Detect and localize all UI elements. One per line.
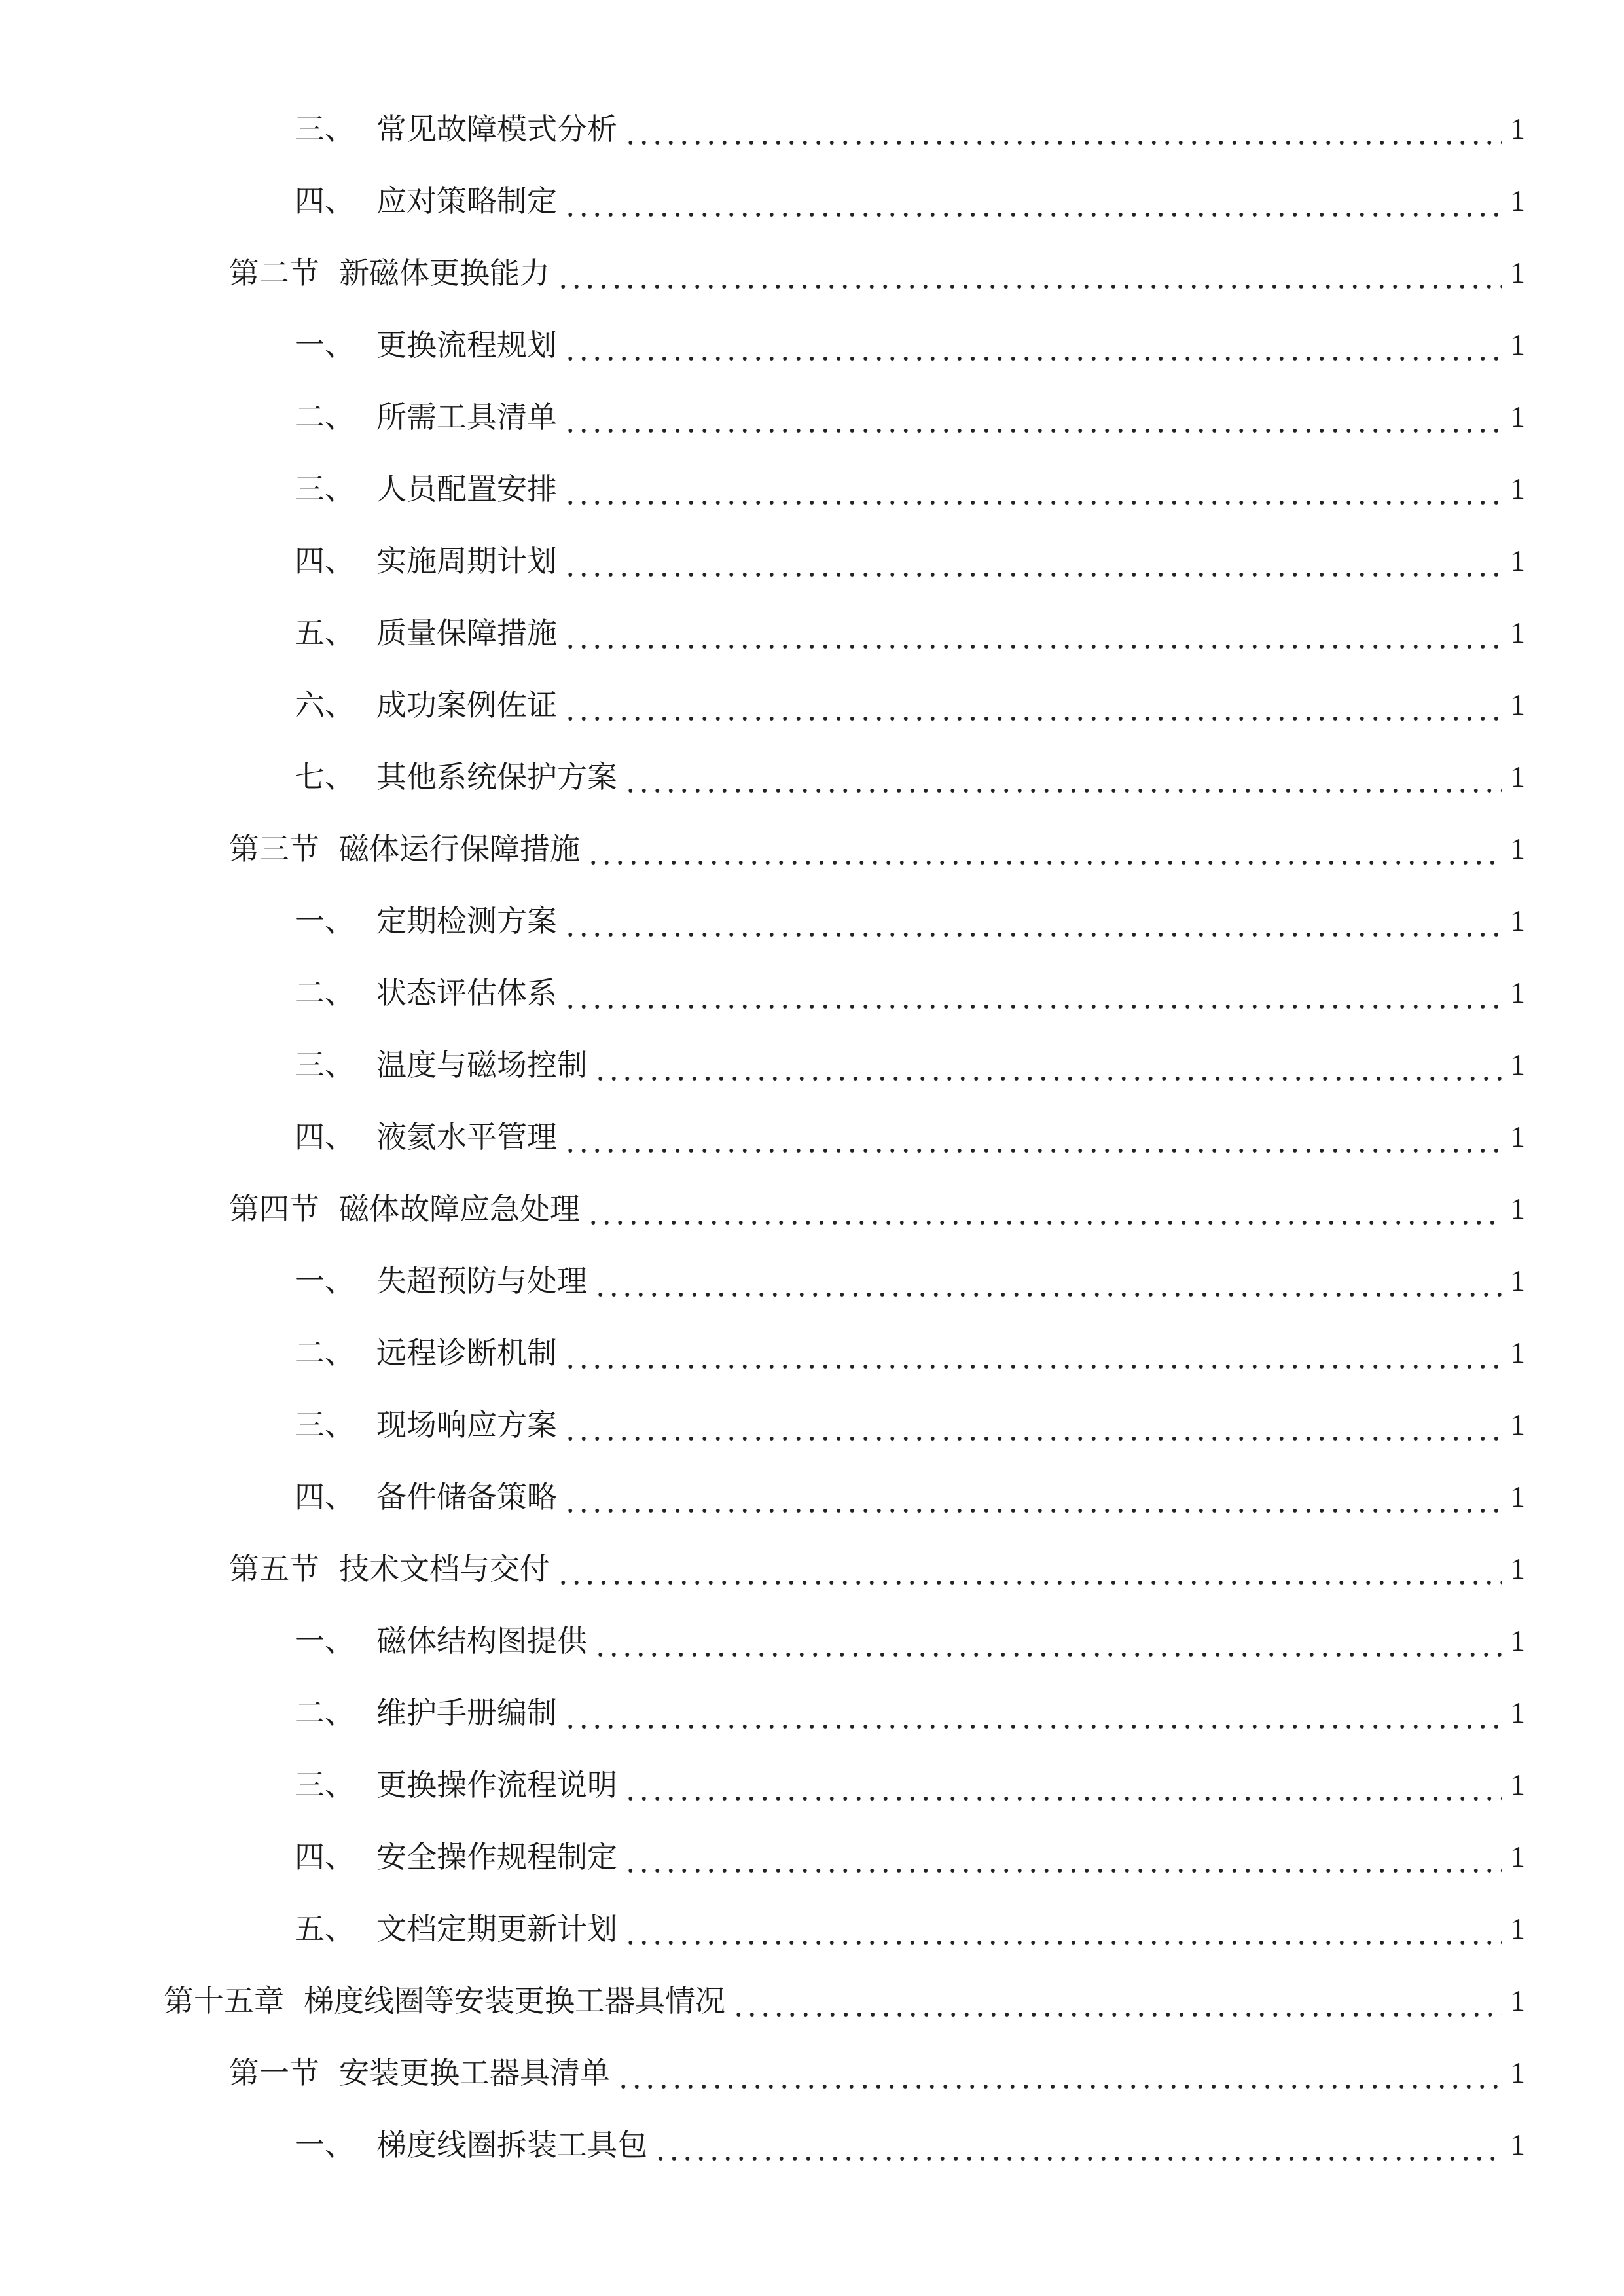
toc-entry-number: 七、	[295, 759, 355, 795]
toc-entry[interactable]	[0, 1605, 1624, 1677]
toc-entry[interactable]	[0, 1317, 1624, 1389]
dot-leader	[564, 548, 1502, 579]
dot-leader	[564, 1700, 1502, 1731]
toc-entry-title: 温度与磁场控制	[376, 1047, 587, 1083]
dot-leader	[624, 1772, 1502, 1803]
toc-entry-number: 一、	[295, 903, 355, 939]
toc-entry-title: 液氦水平管理	[376, 1119, 557, 1155]
toc-entry-number: 二、	[295, 399, 355, 435]
toc-entry[interactable]	[0, 669, 1624, 741]
toc-entry-title: 质量保障措施	[376, 615, 557, 651]
dot-leader	[564, 1484, 1502, 1515]
toc-entry-title: 成功案例佐证	[376, 687, 557, 723]
toc-entry-number: 一、	[295, 2127, 355, 2162]
toc-entry[interactable]	[0, 1029, 1624, 1101]
dot-leader	[564, 188, 1502, 219]
toc-entry-page: 1	[1510, 400, 1525, 433]
dot-leader	[564, 620, 1502, 651]
toc-entry-page: 1	[1510, 1336, 1525, 1369]
toc-entry-page: 1	[1510, 1768, 1525, 1801]
dot-leader	[654, 2132, 1502, 2162]
toc-entry-page: 1	[1510, 184, 1525, 217]
toc-entry-section[interactable]	[0, 1173, 1624, 1245]
toc-entry-number: 五、	[295, 615, 355, 651]
toc-entry[interactable]	[0, 1245, 1624, 1317]
dot-leader	[564, 908, 1502, 939]
toc-entry-title: 磁体结构图提供	[376, 1623, 587, 1659]
toc-entry-page: 1	[1510, 1264, 1525, 1297]
dot-leader	[564, 476, 1502, 507]
toc-entry[interactable]	[0, 1677, 1624, 1749]
toc-entry-number: 四、	[295, 1119, 355, 1155]
toc-entry-section[interactable]	[0, 237, 1624, 309]
toc-entry-page: 1	[1510, 544, 1525, 577]
dot-leader	[624, 117, 1502, 147]
toc-entry-page: 1	[1510, 472, 1525, 505]
toc-entry-title: 新磁体更换能力	[339, 255, 550, 291]
toc-entry-title: 磁体故障应急处理	[339, 1191, 580, 1227]
toc-entry-number: 四、	[295, 543, 355, 579]
toc-entry[interactable]	[0, 2109, 1624, 2181]
dot-leader	[564, 332, 1502, 363]
toc-entry-page: 1	[1510, 904, 1525, 937]
toc-entry[interactable]	[0, 1101, 1624, 1173]
toc-entry-section[interactable]	[0, 1533, 1624, 1605]
toc-entry-page: 1	[1510, 2128, 1525, 2161]
dot-leader	[624, 1844, 1502, 1874]
toc-entry-page: 1	[1510, 256, 1525, 289]
toc-entry-title: 应对策略制定	[376, 183, 557, 219]
toc-entry-number: 二、	[295, 1695, 355, 1731]
toc-entry[interactable]	[0, 597, 1624, 669]
toc-entry-page: 1	[1510, 1912, 1525, 1945]
toc-entry-number: 二、	[295, 1335, 355, 1371]
toc-entry[interactable]	[0, 453, 1624, 525]
dot-leader	[564, 404, 1502, 435]
toc-entry-page: 1	[1510, 1696, 1525, 1729]
toc-entry-number: 第十五章	[164, 1983, 284, 2018]
toc-entry-title: 常见故障模式分析	[376, 111, 617, 147]
dot-leader	[586, 1196, 1502, 1227]
toc-entry[interactable]	[0, 885, 1624, 957]
dot-leader	[564, 980, 1502, 1011]
toc-entry-section[interactable]	[0, 2037, 1624, 2109]
toc-entry-page: 1	[1510, 1120, 1525, 1153]
toc-entry[interactable]	[0, 1893, 1624, 1965]
dot-leader	[564, 692, 1502, 723]
toc-entry-number: 三、	[295, 1407, 355, 1443]
toc-entry-page: 1	[1510, 1624, 1525, 1657]
toc-entry-number: 第一节	[229, 2055, 319, 2090]
toc-entry-number: 第三节	[229, 831, 319, 867]
table-of-contents	[0, 93, 1624, 2181]
toc-entry[interactable]	[0, 93, 1624, 165]
toc-entry-title: 定期检测方案	[376, 903, 557, 939]
toc-entry[interactable]	[0, 1389, 1624, 1461]
toc-entry-title: 文档定期更新计划	[376, 1911, 617, 1946]
toc-entry-page: 1	[1510, 328, 1525, 361]
toc-entry-title: 失超预防与处理	[376, 1263, 587, 1299]
toc-entry-number: 六、	[295, 687, 355, 723]
toc-entry-page: 1	[1510, 760, 1525, 793]
toc-entry-title: 更换操作流程说明	[376, 1767, 617, 1803]
dot-leader	[732, 1988, 1502, 2018]
dot-leader	[556, 1556, 1502, 1587]
toc-entry[interactable]	[0, 1749, 1624, 1821]
dot-leader	[564, 1124, 1502, 1155]
toc-entry-title: 维护手册编制	[376, 1695, 557, 1731]
toc-entry-number: 四、	[295, 1839, 355, 1874]
toc-entry-page: 1	[1510, 688, 1525, 721]
toc-entry-page: 1	[1510, 976, 1525, 1009]
toc-entry-title: 梯度线圈拆装工具包	[376, 2127, 647, 2162]
dot-leader	[564, 1340, 1502, 1371]
toc-entry-number: 二、	[295, 975, 355, 1011]
toc-entry[interactable]	[0, 309, 1624, 381]
dot-leader	[594, 1268, 1502, 1299]
toc-entry-title: 安全操作规程制定	[376, 1839, 617, 1874]
dot-leader	[564, 1412, 1502, 1443]
dot-leader	[624, 764, 1502, 795]
toc-entry-number: 一、	[295, 1623, 355, 1659]
toc-entry[interactable]	[0, 1461, 1624, 1533]
toc-entry-title: 梯度线圈等安装更换工器具情况	[304, 1983, 725, 2018]
toc-entry-number: 一、	[295, 327, 355, 363]
toc-entry[interactable]	[0, 1821, 1624, 1893]
toc-entry-page: 1	[1510, 1840, 1525, 1873]
toc-entry-page: 1	[1510, 112, 1525, 145]
toc-entry-number: 三、	[295, 1047, 355, 1083]
toc-entry-page: 1	[1510, 1552, 1525, 1585]
dot-leader	[624, 1916, 1502, 1946]
toc-entry-title: 磁体运行保障措施	[339, 831, 580, 867]
toc-entry-page: 1	[1510, 1408, 1525, 1441]
dot-leader	[617, 2060, 1502, 2090]
toc-entry-title: 备件储备策略	[376, 1479, 557, 1515]
toc-entry-title: 更换流程规划	[376, 327, 557, 363]
toc-entry-title: 其他系统保护方案	[376, 759, 617, 795]
dot-leader	[594, 1628, 1502, 1659]
toc-entry-title: 所需工具清单	[376, 399, 557, 435]
toc-entry[interactable]	[0, 381, 1624, 453]
toc-entry-title: 状态评估体系	[376, 975, 557, 1011]
toc-entry-chapter[interactable]	[0, 1965, 1624, 2037]
toc-entry-page: 1	[1510, 832, 1525, 865]
toc-entry-title: 技术文档与交付	[339, 1551, 550, 1587]
toc-entry-page: 1	[1510, 1048, 1525, 1081]
toc-entry-page: 1	[1510, 1480, 1525, 1513]
toc-entry-number: 五、	[295, 1911, 355, 1946]
toc-entry-page: 1	[1510, 1192, 1525, 1225]
toc-entry-title: 人员配置安排	[376, 471, 557, 507]
toc-entry-number: 第五节	[229, 1551, 319, 1587]
toc-entry-title: 现场响应方案	[376, 1407, 557, 1443]
toc-entry-number: 三、	[295, 111, 355, 147]
toc-entry-title: 实施周期计划	[376, 543, 557, 579]
toc-entry-title: 安装更换工器具清单	[339, 2055, 610, 2090]
toc-entry[interactable]	[0, 165, 1624, 237]
toc-entry-page: 1	[1510, 2056, 1525, 2089]
dot-leader	[586, 836, 1502, 867]
toc-entry[interactable]	[0, 957, 1624, 1029]
toc-entry-page: 1	[1510, 1984, 1525, 2017]
dot-leader	[594, 1052, 1502, 1083]
toc-entry-number: 第四节	[229, 1191, 319, 1227]
toc-entry-number: 四、	[295, 1479, 355, 1515]
toc-entry[interactable]	[0, 525, 1624, 597]
toc-entry-page: 1	[1510, 616, 1525, 649]
dot-leader	[556, 260, 1502, 291]
toc-entry-number: 三、	[295, 1767, 355, 1803]
toc-entry-number: 四、	[295, 183, 355, 219]
toc-entry-number: 三、	[295, 471, 355, 507]
toc-entry-number: 一、	[295, 1263, 355, 1299]
toc-entry-section[interactable]	[0, 813, 1624, 885]
toc-entry[interactable]	[0, 741, 1624, 813]
toc-entry-number: 第二节	[229, 255, 319, 291]
toc-entry-title: 远程诊断机制	[376, 1335, 557, 1371]
